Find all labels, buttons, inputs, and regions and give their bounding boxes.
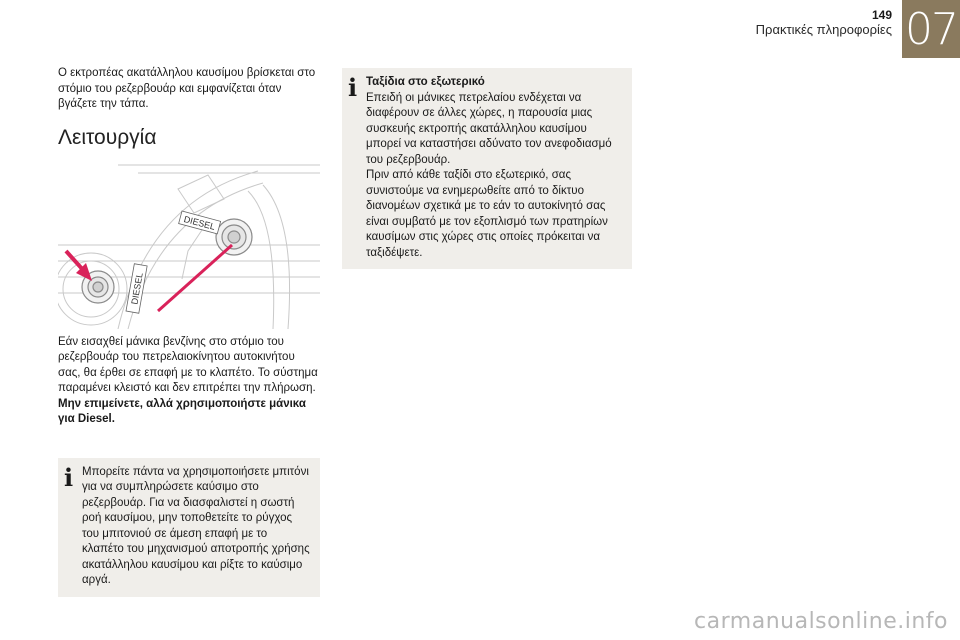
fuel-filler-illustration	[58, 161, 320, 329]
chapter-tab: 07	[902, 0, 960, 58]
page-number: 149	[871, 8, 892, 22]
info-note-title: Ταξίδια στο εξωτερικό	[366, 76, 485, 88]
warning-paragraph: Μην επιμείνετε, αλλά χρησιμοποιήστε μάνικα για Diesel.	[58, 397, 306, 425]
left-column	[58, 66, 320, 597]
intro-paragraph: Ο εκτροπέας ακατάλληλου καυσίμου βρίσκεται στο στόμιο του ρεζερβουάρ και εμφανίζεται όταν βγάζετε την τάπα.	[58, 67, 316, 110]
body-paragraph: Εάν εισαχθεί μάνικα βενζίνης στο στόμιο του ρεζερβουάρ του πετρελαιοκίνητου αυτοκινήτου σας, θα έρθει σε επαφή με το κλαπέτο. Το σύστημα παραμένει κλειστό και δεν επιτρέπει την πλήρωση.	[58, 335, 318, 394]
info-note-left-text: Μπορείτε πάντα να χρησιμοποιήσετε μπιτόνι για να συμπληρώσετε καύσιμο στο ρεζερβουάρ. Για να διασφαλιστεί η σωστή ροή καυσίμου, μην τοποθετείτε το ρύγχος του μπιτονιού σε άμεση επαφή με το κλαπέτο του μηχανισμού αποτροπής χρήσης ακατάλληλου καυσίμου και ρίξτε το καύσιμο αργά.	[82, 465, 310, 586]
diesel-label-top: DIESEL	[182, 213, 217, 232]
chapter-title: Πρακτικές πληροφορίες	[755, 22, 892, 37]
info-note-right	[342, 68, 632, 269]
info-note-paragraph-1: Επειδή οι μάνικες πετρελαίου ενδέχεται να διαφέρουν σε άλλες χώρες, η παρουσία μιας συσκευής εκτροπής ακατάλληλου καυσίμου μπορεί να καταστήσει αδύνατο τον ανεφοδιασμό του ρεζερβουάρ.	[366, 91, 612, 166]
diesel-label-side: DIESEL	[129, 271, 145, 305]
watermark: carmanualsonline.info	[694, 609, 948, 634]
info-icon: i	[64, 462, 74, 492]
info-note-left	[58, 458, 320, 597]
section-heading: Λειτουργία	[58, 125, 157, 149]
info-icon: i	[348, 73, 358, 102]
info-note-paragraph-2: Πριν από κάθε ταξίδι στο εξωτερικό, σας συνιστούμε να ενημερωθείτε από το δίκτυο διανομέων σχετικά με το εάν το αυτοκίνητό σας είναι συμβατό με τον εξοπλισμό των πρατηρίων καυσίμων στις χώρες στις οποίες πρόκειται να ταξιδέψετε.	[366, 169, 608, 259]
